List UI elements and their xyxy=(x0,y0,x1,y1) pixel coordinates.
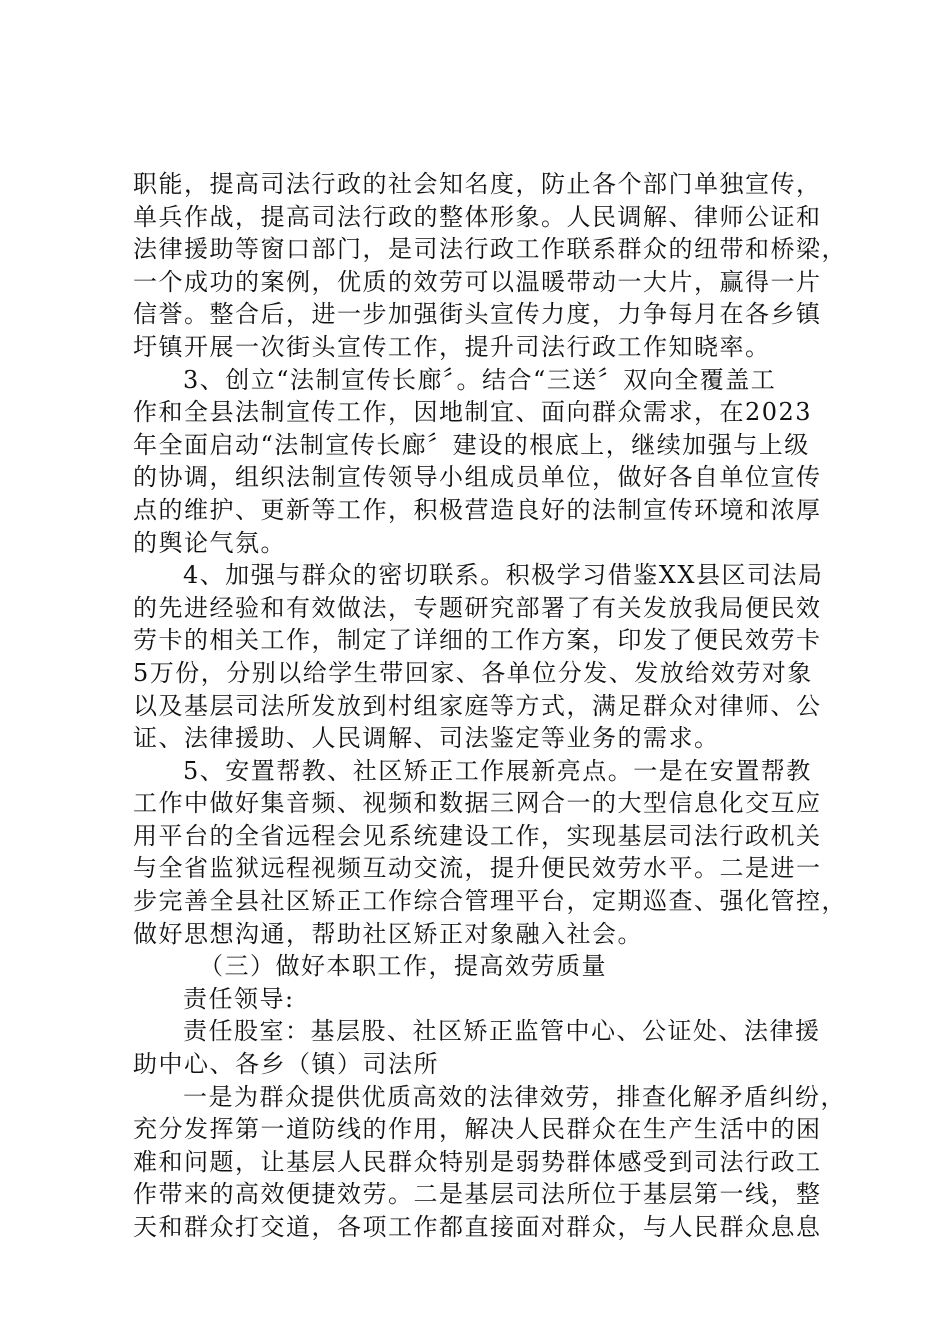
text-line: 步完善全县社区矫正工作综合管理平台，定期巡查、强化管控， xyxy=(133,887,847,916)
text-line: 的舆论气氛。 xyxy=(133,528,286,557)
text-line: 劳卡的相关工作，制定了详细的工作方案，印发了便民效劳卡 xyxy=(133,626,822,655)
text-line: 的协调，组织法制宣传领导小组成员单位，做好各自单位宣传 xyxy=(133,463,822,492)
text-line: 工作中做好集音频、视频和数据三网合一的大型信息化交互应 xyxy=(133,789,822,818)
text-line: 证、法律援助、人民调解、司法鉴定等业务的需求。 xyxy=(133,724,720,753)
text-line: 天和群众打交道，各项工作都直接面对群众，与人民群众息息 xyxy=(133,1213,822,1241)
text-line: 职能，提高司法行政的社会知名度，防止各个部门单独宣传， xyxy=(133,170,822,198)
text-line: 用平台的全省远程会见系统建设工作，实现基层司法行政机关 xyxy=(133,821,822,850)
text-line: 作带来的高效便捷效劳。二是基层司法所位于基层第一线，整 xyxy=(133,1180,822,1209)
text-line: 年全面启动“法制宣传长廊〞建设的根底上，继续加强与上级 xyxy=(133,430,810,459)
text-line: 的先进经验和有效做法，专题研究部署了有关发放我局便民效 xyxy=(133,593,822,622)
document-body xyxy=(133,168,853,1244)
paragraph-start-line: 4、加强与群众的密切联系。积极学习借鉴XX县区司法局 xyxy=(183,561,824,590)
responsible-office-line: 责任股室：基层股、社区矫正监管中心、公证处、法律援 xyxy=(183,1017,821,1046)
paragraph-start-line: 3、创立“法制宣传长廊〞。结合“三送〞双向全覆盖工 xyxy=(183,365,777,394)
responsible-leader-line: 责任领导: xyxy=(183,984,295,1013)
text-line: 助中心、各乡（镇）司法所 xyxy=(133,1050,439,1079)
text-line: 信誉。整合后，进一步加强街头宣传力度，力争每月在各乡镇 xyxy=(133,300,822,329)
text-line: 与全省监狱远程视频互动交流，提升便民效劳水平。二是进一 xyxy=(133,854,822,883)
paragraph-start-line: 一是为群众提供优质高效的法律效劳，排查化解矛盾纠纷， xyxy=(183,1082,846,1111)
text-line: 5万份，分别以给学生带回家、各单位分发、发放给效劳对象 xyxy=(133,658,813,687)
text-line: 充分发挥第一道防线的作用，解决人民群众在生产生活中的困 xyxy=(133,1115,822,1144)
text-line: 法律援助等窗口部门，是司法行政工作联系群众的纽带和桥梁， xyxy=(133,235,847,264)
text-line: 难和问题，让基层人民群众特别是弱势群体感受到司法行政工 xyxy=(133,1147,822,1176)
text-line: 圩镇开展一次街头宣传工作，提升司法行政工作知晓率。 xyxy=(133,332,771,361)
text-line: 单兵作战，提高司法行政的整体形象。人民调解、律师公证和 xyxy=(133,202,822,231)
section-heading: （三）做好本职工作，提高效劳质量 xyxy=(199,952,607,981)
text-line: 一个成功的案例，优质的效劳可以温暖带动一大片，赢得一片 xyxy=(133,267,822,296)
text-line: 做好思想沟通，帮助社区矫正对象融入社会。 xyxy=(133,919,643,948)
paragraph-start-line: 5、安置帮教、社区矫正工作展新亮点。一是在安置帮教 xyxy=(183,756,812,785)
text-line: 点的维护、更新等工作，积极营造良好的法制宣传环境和浓厚 xyxy=(133,495,822,524)
text-line: 作和全县法制宣传工作，因地制宜、面向群众需求，在2023 xyxy=(133,398,813,427)
text-line: 以及基层司法所发放到村组家庭等方式，满足群众对律师、公 xyxy=(133,691,822,720)
